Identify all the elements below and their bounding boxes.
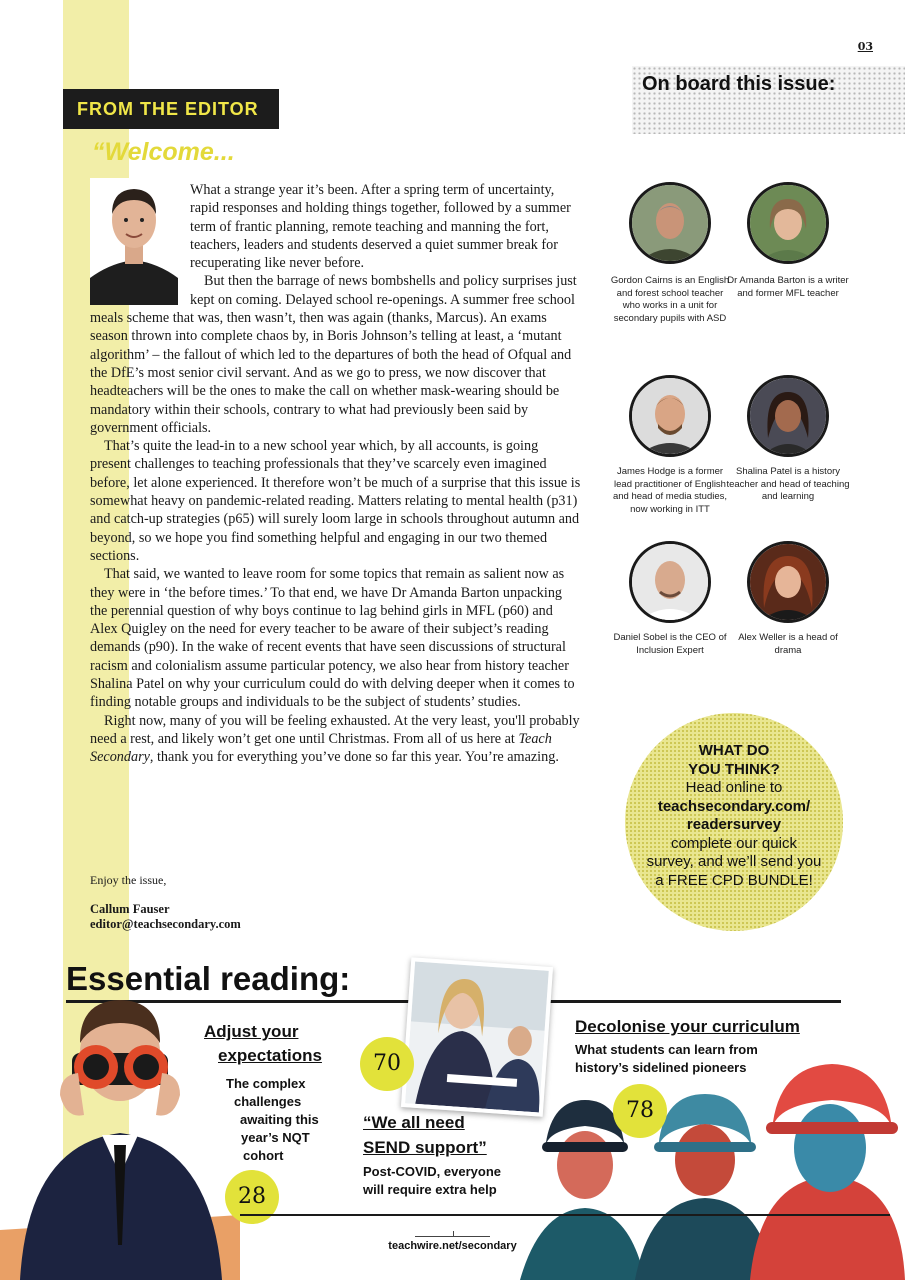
letter-paragraph: That said, we wanted to leave room for some topics that remain as salient now as they were in ‘the before times.’ To that end, we have Dr Amanda Barton unpacking the perennial question of why boys continue to lag behind girls in MFL (p60) and Alex Quigley on the need for every teacher to be aware of their subject’s reading demands (p90). In the wake of recent events that have seen discussions of structural racism and colonialism assume particular potency, we also hear from history teacher Shalina Patel on why your curriculum could do with delving deeper when it comes to finding notable groups and individuals to be the subject of students’ studies. (90, 566, 575, 711)
contributor-photo (747, 182, 829, 264)
contributor-photo (629, 541, 711, 623)
survey-headline: YOU THINK? (688, 760, 780, 778)
article-standfirst: history’s sidelined pioneers (575, 1060, 747, 1075)
letter-paragraph: That’s quite the lead-in to a new school year which, by all accounts, is going present challenges to teaching professionals that they’ve scarcely even imagined before, let alone experienced. It therefore won’t be much of a surprise that this issue is somewhat heavy on pandemic-related reading. Matters relating to mental health (p31) and catch-up strategies (p65) will surely loom large in schools throughout autumn and beyond, so we hope you find something helpful and engaging in our two themed sections. (90, 438, 581, 564)
article-standfirst: awaiting this (240, 1112, 319, 1127)
editor-name: Callum Fauser (90, 902, 170, 916)
letter-paragraph (90, 712, 582, 767)
survey-text: complete our quick (671, 834, 797, 852)
page-badge: 70 (360, 1037, 414, 1091)
article-standfirst: challenges (234, 1094, 302, 1109)
article-headline[interactable]: Decolonise your curriculum (575, 1017, 800, 1036)
editor-email: editor@teachsecondary.com (90, 917, 241, 931)
letter-paragraph: But then the barrage of news bombshells and policy surprises just kept on coming. Delayed school re-openings. A summer free school meals scheme that was, then wasn’t, then was again (thanks, Marcus). An exams season thrown into complete chaos by, in Boris Johnson’s telling at least, a ‘mutant algorithm’ – the fallout of which led to the departures of both the head of Ofqual and the DfE’s most senior civil servant. And as we go to press, we now discover that headteachers will be the ones to make the call on whether mask-wearing should be mandatory within their schools, contrary to what had previously been said by government officials. (90, 273, 577, 436)
pioneers-illustration (520, 1060, 905, 1280)
contributor-caption: Alex Weller is a head of drama (738, 632, 838, 656)
page-badge: 28 (225, 1170, 279, 1224)
divider (240, 1214, 890, 1216)
article-standfirst: The complex (226, 1076, 306, 1091)
essential-reading-title: Essential reading: (66, 960, 351, 997)
survey-link[interactable]: teachsecondary.com/ (657, 797, 811, 815)
contributor-photo (747, 541, 829, 623)
photo-wrap-spacer (90, 181, 190, 299)
welcome-heading: “Welcome... (92, 138, 235, 166)
footer-url[interactable]: teachwire.net/secondary (388, 1240, 517, 1252)
contributor-photo (747, 375, 829, 457)
contributor-photo (629, 182, 711, 264)
survey-promo (625, 742, 843, 890)
classroom-photo (401, 957, 553, 1117)
editor-letter (90, 181, 582, 767)
letter-text: Right now, many of you will be feeling exhausted. At the very least, you'll probably need a rest, and likely won’t get one until Christmas. From all of us here at (90, 712, 580, 747)
contributor-caption: Daniel Sobel is the CEO of Inclusion Expert (613, 632, 727, 656)
page-badge: 78 (613, 1084, 667, 1138)
contributor-photo (629, 375, 711, 457)
article-headline[interactable]: expectations (218, 1046, 322, 1065)
survey-headline: WHAT DO (698, 742, 770, 759)
survey-link[interactable]: readersurvey (686, 816, 782, 833)
article-standfirst: year’s NQT (241, 1130, 310, 1145)
article-standfirst: cohort (243, 1148, 284, 1163)
page-number: 03 (857, 40, 873, 53)
onboard-title: On board this issue: (642, 73, 836, 95)
article-headline[interactable]: Adjust your (204, 1022, 299, 1041)
survey-text: a FREE CPD BUNDLE! (655, 871, 813, 889)
article-headline[interactable]: SEND support” (363, 1138, 487, 1157)
article-standfirst: Post-COVID, everyone (363, 1164, 501, 1179)
article-headline[interactable]: “We all need (363, 1113, 465, 1132)
divider (545, 1000, 841, 1003)
survey-text: Head online to (685, 779, 783, 796)
contributor-caption: Dr Amanda Barton is a writer and former MFL teacher (727, 275, 849, 299)
letter-paragraph: What a strange year it’s been. After a spring term of uncertainty, rapid responses and holding things together, followed by a summer term of frantic planning, remote teaching and manning the fort, teachers, leaders and students deserved a quiet summer break for recuperating like never before. (190, 182, 571, 272)
letter-text: , thank you for everything you’ve done so far this year. You’re amazing. (149, 749, 559, 766)
signoff: Enjoy the issue, (90, 873, 167, 887)
footer-rule (453, 1231, 454, 1237)
contributor-caption: Gordon Cairns is an English and forest school teacher who works in a unit for secondary pupils with ASD (610, 275, 730, 324)
survey-text: survey, and we’ll send you (646, 853, 822, 870)
article-standfirst: What students can learn from (575, 1042, 758, 1057)
magazine-title: Teach Secondary (90, 730, 552, 766)
article-standfirst: will require extra help (363, 1182, 497, 1197)
contributor-caption: James Hodge is a former lead practitioner of English and head of media studies, now working in ITT (612, 466, 728, 515)
section-tag: FROM THE EDITOR (63, 89, 279, 129)
contributor-caption: Shalina Patel is a history teacher and head of teaching and learning (726, 466, 850, 503)
